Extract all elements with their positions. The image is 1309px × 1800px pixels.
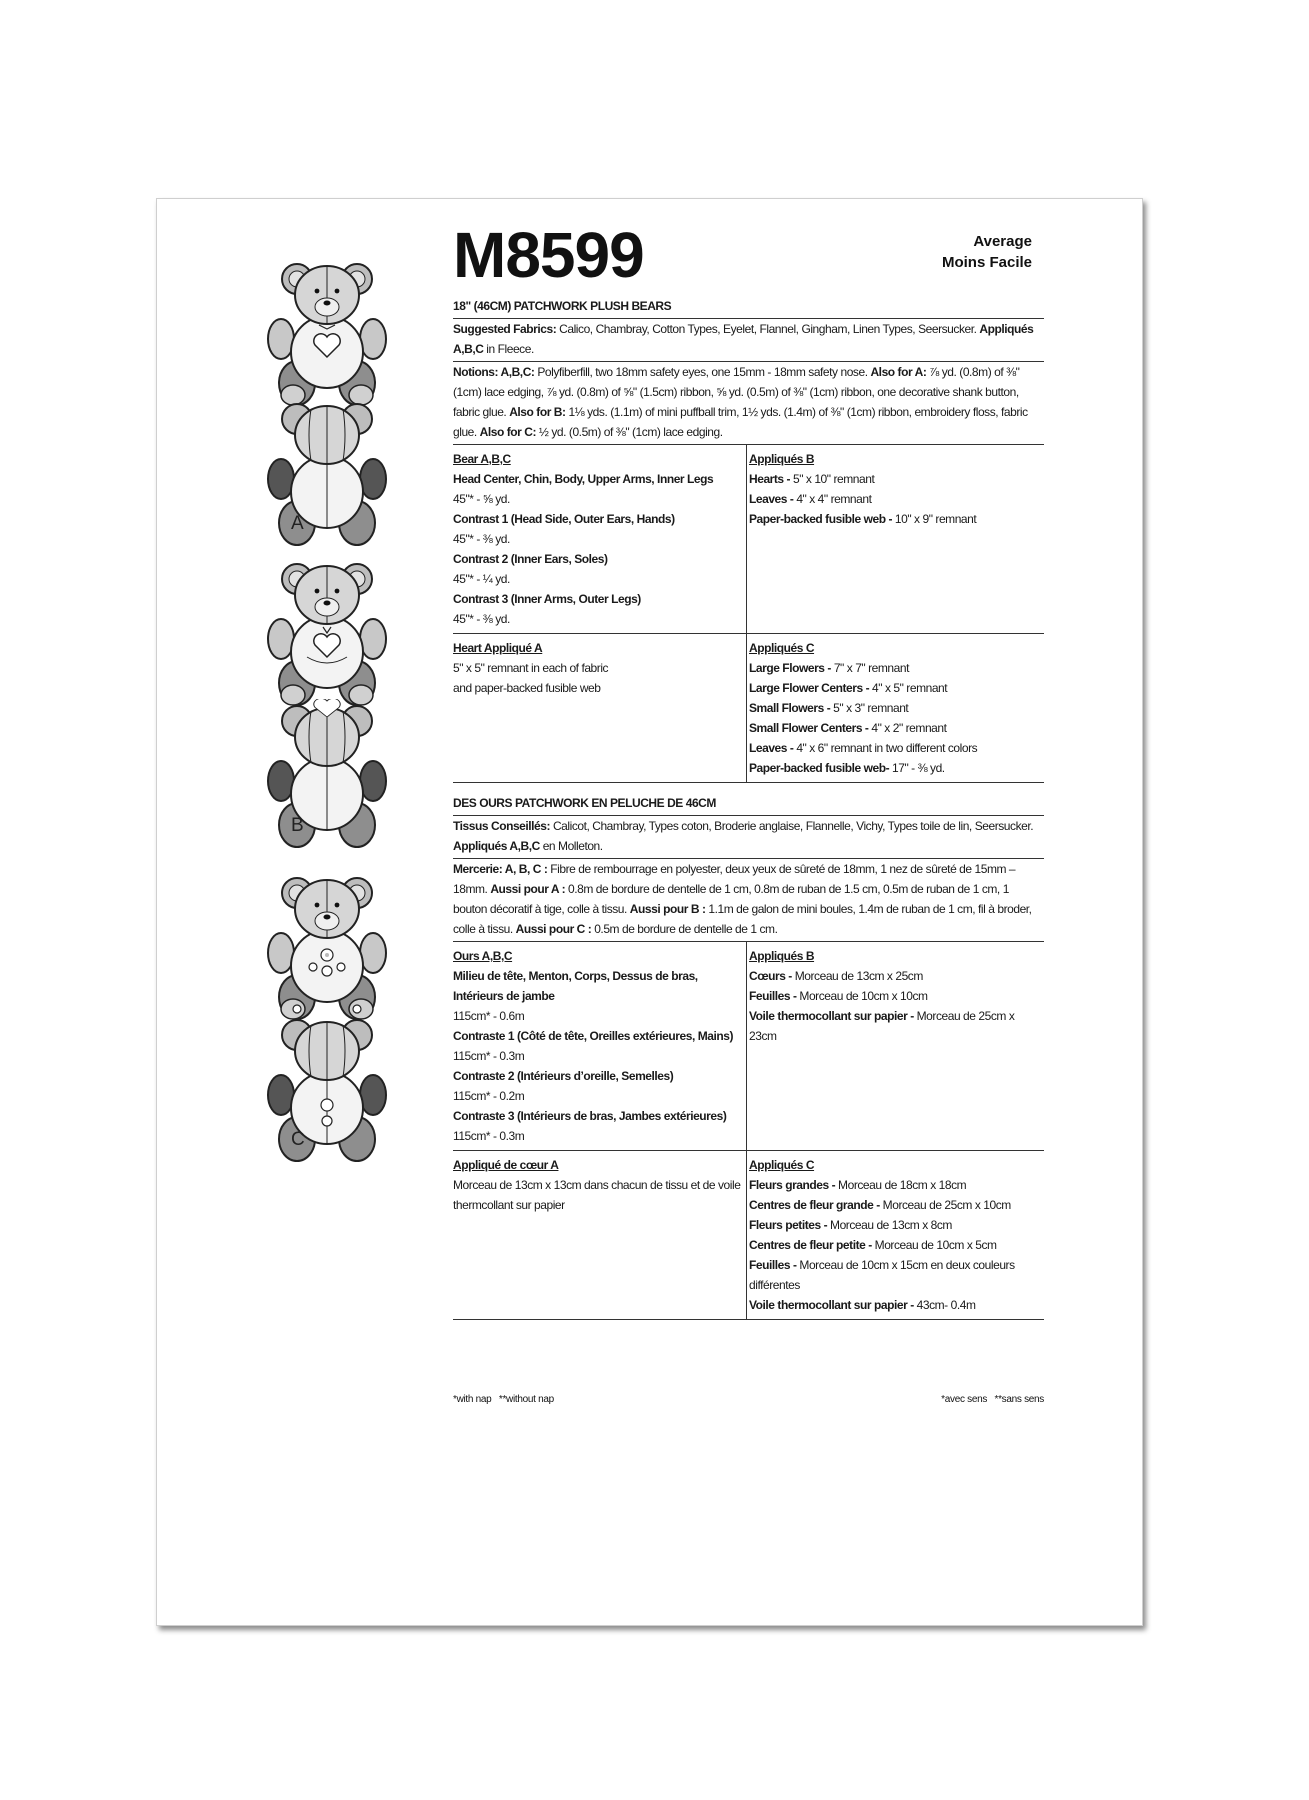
fr-yardage-row-1 <box>453 942 1044 1151</box>
item-label: Leaves - <box>749 741 794 755</box>
en-notions-c-text: ½ yd. (0.5m) of ⅜" (1cm) lace edging. <box>536 425 723 439</box>
list-item <box>749 1255 1042 1295</box>
list-item <box>749 738 1042 758</box>
fr-fabrics-appliques-text: en Molleton. <box>539 839 603 853</box>
fr-fabrics-section <box>453 816 1044 859</box>
item-value: 43cm- 0.4m <box>913 1298 976 1312</box>
fr-title: DES OURS PATCHWORK EN PELUCHE DE 46CM <box>453 796 716 810</box>
item-value: 4" x 4" remnant <box>793 492 872 506</box>
list-item <box>749 698 1042 718</box>
list-item <box>749 489 1042 509</box>
item-label: Centres de fleur grande - <box>749 1198 880 1212</box>
fr-bear-item-label: Contraste 3 (Intérieurs de bras, Jambes extérieures) <box>453 1109 727 1123</box>
en-title-section <box>453 296 1044 319</box>
en-yardage-row-1 <box>453 445 1044 634</box>
fr-notions-c-label: Aussi pour C : <box>515 922 592 936</box>
item-label: Feuilles - <box>749 989 797 1003</box>
list-item <box>749 966 1042 986</box>
fr-bear-heading: Ours A,B,C <box>453 949 513 963</box>
en-bear-item-label: Contrast 1 (Head Side, Outer Ears, Hands) <box>453 512 675 526</box>
item-label: Cœurs - <box>749 969 792 983</box>
en-heart-applique-heading: Heart Appliqué A <box>453 641 543 655</box>
item-value: Morceau de 10cm x 5cm <box>871 1238 997 1252</box>
nap-footnote <box>453 1394 1044 1405</box>
en-appliques-b-heading: Appliqués B <box>749 452 815 466</box>
list-item <box>749 509 1042 529</box>
list-item <box>749 1295 1042 1315</box>
en-bear-item-label: Contrast 2 (Inner Ears, Soles) <box>453 552 608 566</box>
fr-fabrics-text: Calicot, Chambray, Types coton, Broderie anglaise, Flannelle, Vichy, Types toile de lin, Seersucker. <box>550 819 1034 833</box>
en-bear-item-label: Contrast 3 (Inner Arms, Outer Legs) <box>453 592 641 606</box>
list-item <box>749 1235 1042 1255</box>
item-value: 4" x 5" remnant <box>869 681 948 695</box>
difficulty-fr: Moins Facile <box>941 254 1032 271</box>
item-value: 7" x 7" remnant <box>830 661 909 675</box>
en-notions-b-text: 1⅛ yds. (1.1m) of mini puffball trim, 1½ yds. (1.4m) of ⅜" (1cm) ribbon, embroidery floss, fabric glue. <box>453 405 1028 439</box>
fr-heart-applique-text: Morceau de 13cm x 13cm dans chacun de tissu et de voile thermcollant sur papier <box>453 1178 741 1212</box>
en-fabrics-text: Calico, Chambray, Cotton Types, Eyelet, Flannel, Gingham, Linen Types, Seersucker. <box>556 322 980 336</box>
item-label: Paper-backed fusible web - <box>749 512 893 526</box>
en-bear-item-value: 45"* - ¼ yd. <box>453 572 510 586</box>
list-item <box>749 718 1042 738</box>
en-bear-item-value: 45"* - ⅝ yd. <box>453 492 510 506</box>
en-notions-a-text: ⅞ yd. (0.8m) of ⅜" (1cm) lace edging, ⅞ yd. (0.8m) of ⅝" (1.5cm) ribbon, ⅝ yd. (0.5m) of ⅜" (1cm) ribbon, one decorative shank button, fabric glue. <box>453 365 1020 419</box>
bear-b-front-illustration <box>267 557 387 707</box>
item-label: Paper-backed fusible web- <box>749 761 890 775</box>
fr-bear-item-value: 115cm* - 0.3m <box>453 1049 525 1063</box>
en-heart-applique-text: 5" x 5" remnant in each of fabric and paper-backed fusible web <box>453 661 609 695</box>
en-appliques-b-yardage <box>747 445 1042 633</box>
fr-bear-item-value: 115cm* - 0.2m <box>453 1089 525 1103</box>
pattern-number: M8599 <box>453 219 644 291</box>
en-appliques-c-heading: Appliqués C <box>749 641 815 655</box>
list-item <box>749 1195 1042 1215</box>
en-notions-c-label: Also for C: <box>479 425 537 439</box>
fr-notions-section <box>453 859 1044 942</box>
fr-notions-b-label: Aussi pour B : <box>629 902 706 916</box>
item-label: Voile thermocollant sur papier - <box>749 1298 914 1312</box>
footnote-fr: *avec sens **sans sens <box>941 1394 1044 1405</box>
pattern-envelope-back <box>156 198 1143 1626</box>
fr-yardage-row-2 <box>453 1151 1044 1320</box>
difficulty-rating <box>942 231 1032 273</box>
item-value: Morceau de 10cm x 10cm <box>796 989 928 1003</box>
pattern-details <box>453 296 1044 1320</box>
fr-bear-item-value: 115cm* - 0.6m <box>453 1009 525 1023</box>
fr-fabrics-appliques-label: Appliqués A,B,C <box>453 839 540 853</box>
en-bear-item-value: 45"* - ⅜ yd. <box>453 612 510 626</box>
view-illustrations <box>157 199 457 1299</box>
fr-title-section <box>453 783 1044 816</box>
fr-fabrics-label: Tissus Conseillés: <box>453 819 551 833</box>
item-value: Morceau de 18cm x 18cm <box>835 1178 967 1192</box>
fr-bear-item-label: Contraste 2 (Intérieurs d’oreille, Semelles) <box>453 1069 674 1083</box>
en-title: 18" (46CM) PATCHWORK PLUSH BEARS <box>453 299 672 313</box>
fr-notions-c-text: 0.5m de bordure de dentelle de 1 cm. <box>591 922 778 936</box>
fr-appliques-b-yardage <box>747 942 1042 1150</box>
list-item <box>749 1006 1042 1046</box>
list-item <box>749 658 1042 678</box>
en-fabrics-label: Suggested Fabrics: <box>453 322 557 336</box>
en-fabrics-appliques-label: Appliqués A,B,C <box>453 322 1034 356</box>
item-value: Morceau de 10cm x 15cm en deux couleurs différentes <box>749 1258 1015 1292</box>
list-item <box>749 758 1042 778</box>
bear-b-back-illustration <box>267 699 387 849</box>
fr-heart-applique-yardage <box>453 1151 747 1319</box>
item-value: 5" x 3" remnant <box>830 701 909 715</box>
item-value: Morceau de 25cm x 10cm <box>879 1198 1011 1212</box>
fr-notions-a-label: Aussi pour A : <box>490 882 566 896</box>
item-label: Centres de fleur petite - <box>749 1238 872 1252</box>
fr-appliques-b-heading: Appliqués B <box>749 949 815 963</box>
fr-bear-yardage <box>453 942 747 1150</box>
bear-c-back-illustration <box>267 1013 387 1163</box>
en-appliques-c-yardage <box>747 634 1042 782</box>
bear-a-front-illustration <box>267 257 387 407</box>
fr-appliques-c-heading: Appliqués C <box>749 1158 815 1172</box>
fr-notions-a-text: 0.8m de bordure de dentelle de 1 cm, 0.8m de ruban de 1.5 cm, 0.5m de ruban de 1 cm, 1 bouton décoratif à tige, colle à tissu. <box>453 882 1009 916</box>
view-label-b: B <box>291 815 304 836</box>
list-item <box>749 986 1042 1006</box>
en-bear-yardage <box>453 445 747 633</box>
item-value: 4" x 2" remnant <box>868 721 947 735</box>
fr-notions-text: Fibre de rembourrage en polyester, deux yeux de sûreté de 18mm, 1 nez de sûreté de 15mm – 18mm. <box>453 862 1016 896</box>
item-label: Small Flowers - <box>749 701 831 715</box>
fr-bear-item-value: 115cm* - 0.3m <box>453 1129 525 1143</box>
fr-bear-item-label: Milieu de tête, Menton, Corps, Dessus de bras, Intérieurs de jambe <box>453 969 698 1003</box>
item-value: Morceau de 13cm x 8cm <box>827 1218 952 1232</box>
en-bear-item-value: 45"* - ⅜ yd. <box>453 532 510 546</box>
item-label: Large Flowers - <box>749 661 831 675</box>
item-label: Feuilles - <box>749 1258 797 1272</box>
item-label: Fleurs petites - <box>749 1218 828 1232</box>
item-label: Leaves - <box>749 492 794 506</box>
item-label: Voile thermocollant sur papier - <box>749 1009 914 1023</box>
en-fabrics-appliques-text: in Fleece. <box>483 342 534 356</box>
en-notions-b-label: Also for B: <box>509 405 566 419</box>
fr-notions-b-text: 1.1m de galon de mini boules, 1.4m de ruban de 1 cm, fil à broder, colle à tissu. <box>453 902 1032 936</box>
fr-appliques-c-yardage <box>747 1151 1042 1319</box>
en-fabrics-section <box>453 319 1044 362</box>
item-value: 10" x 9" remnant <box>892 512 977 526</box>
item-label: Hearts - <box>749 472 791 486</box>
view-label-c: C <box>291 1129 305 1150</box>
item-label: Fleurs grandes - <box>749 1178 836 1192</box>
en-bear-item-label: Head Center, Chin, Body, Upper Arms, Inner Legs <box>453 472 714 486</box>
fr-heart-applique-heading: Appliqué de cœur A <box>453 1158 559 1172</box>
list-item <box>749 469 1042 489</box>
bear-a-back-illustration <box>267 397 387 547</box>
bear-c-front-illustration <box>267 871 387 1021</box>
difficulty-en: Average <box>973 233 1032 250</box>
item-value: Morceau de 25cm x 23cm <box>749 1009 1015 1043</box>
fr-notions-label: Mercerie: A, B, C : <box>453 862 548 876</box>
en-yardage-row-2 <box>453 634 1044 783</box>
item-value: Morceau de 13cm x 25cm <box>791 969 923 983</box>
list-item <box>749 678 1042 698</box>
en-bear-heading: Bear A,B,C <box>453 452 511 466</box>
list-item <box>749 1215 1042 1235</box>
en-notions-section <box>453 362 1044 445</box>
en-notions-text: Polyfiberfill, two 18mm safety eyes, one 15mm - 18mm safety nose. <box>534 365 871 379</box>
en-notions-a-label: Also for A: <box>870 365 927 379</box>
item-label: Large Flower Centers - <box>749 681 870 695</box>
item-value: 5" x 10" remnant <box>790 472 875 486</box>
list-item <box>749 1175 1042 1195</box>
en-notions-label: Notions: A,B,C: <box>453 365 535 379</box>
item-value: 4" x 6" remnant in two different colors <box>793 741 978 755</box>
footnote-en: *with nap **without nap <box>453 1394 554 1405</box>
item-value: 17" - ⅜ yd. <box>889 761 945 775</box>
item-label: Small Flower Centers - <box>749 721 869 735</box>
fr-bear-item-label: Contraste 1 (Côté de tête, Oreilles extérieures, Mains) <box>453 1029 734 1043</box>
view-label-a: A <box>291 513 304 534</box>
en-heart-applique-yardage <box>453 634 747 782</box>
